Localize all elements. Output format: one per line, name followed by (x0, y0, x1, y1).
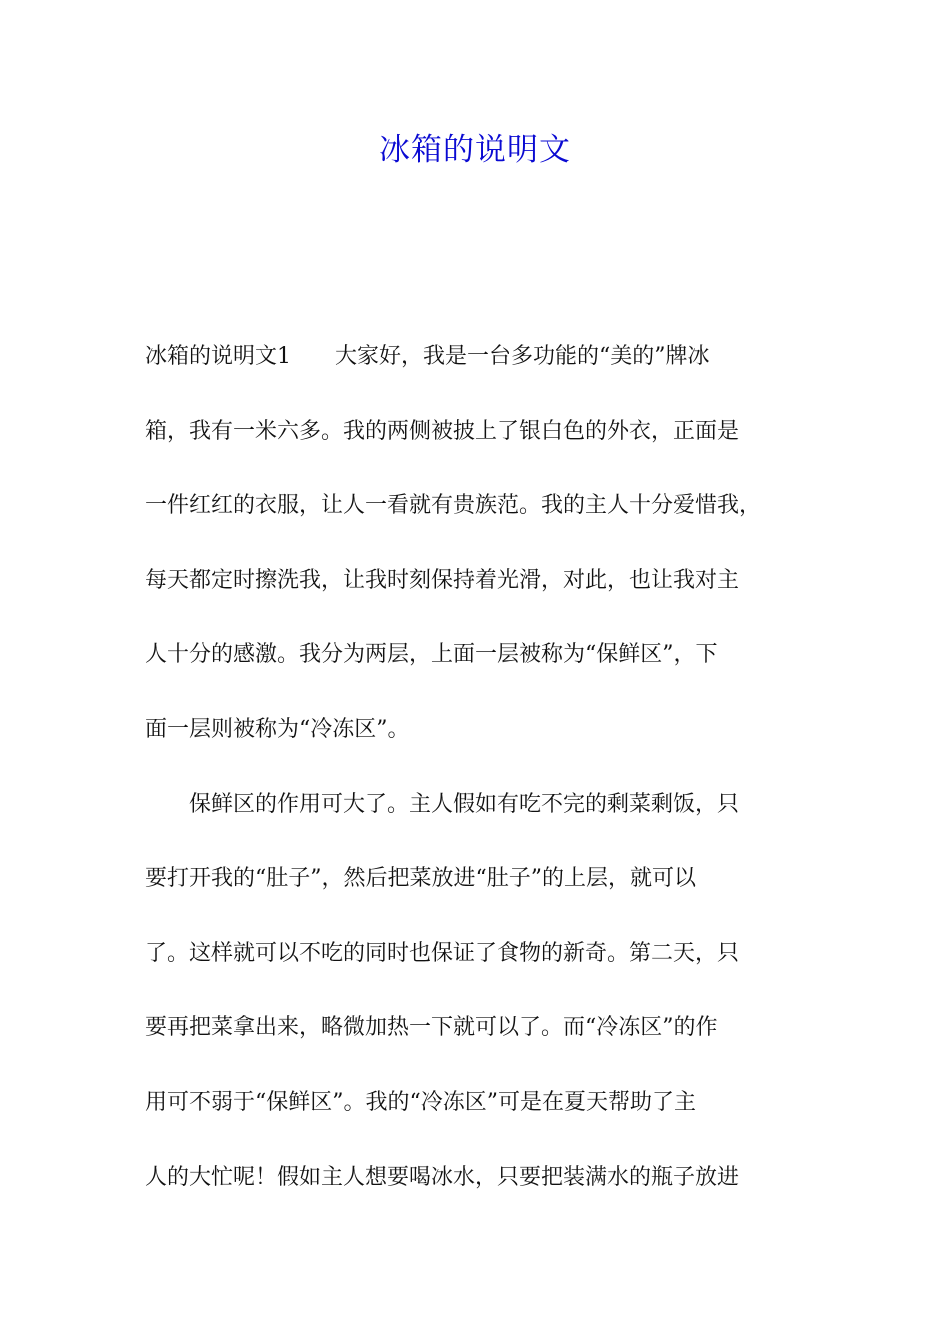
text-line: 每天都定时擦洗我，让我时刻保持着光滑，对此，也让我对主 (145, 567, 740, 593)
text-line: 用可不弱于“保鲜区”。我的“冷冻区”可是在夏天帮助了主 (145, 1089, 696, 1115)
text-line: 要再把菜拿出来，略微加热一下就可以了。而“冷冻区”的作 (145, 1015, 718, 1041)
text-line: 人的大忙呢！假如主人想要喝冰水，只要把装满水的瓶子放进 (145, 1164, 740, 1190)
text-line: 面一层则被称为“冷冻区”。 (145, 716, 410, 742)
document-body (145, 331, 835, 1226)
text-line: 了。这样就可以不吃的同时也保证了食物的新奇。第二天，只 (145, 940, 740, 966)
text-line: 保鲜区的作用可大了。主人假如有吃不完的剩菜剩饭，只 (145, 791, 740, 817)
text-line: 要打开我的“肚子”，然后把菜放进“肚子”的上层，就可以 (145, 866, 696, 892)
text-line: 冰箱的说明文1 大家好，我是一台多功能的“美的”牌冰 (145, 344, 710, 369)
document-title: 冰箱的说明文 (379, 132, 571, 168)
text-line: 人十分的感激。我分为两层，上面一层被称为“保鲜区”，下 (145, 642, 718, 668)
text-line: 一件红红的衣服，让人一看就有贵族范。我的主人十分爱惜我， (145, 493, 762, 519)
text-line: 箱，我有一米六多。我的两侧被披上了银白色的外衣，正面是 (145, 418, 740, 444)
